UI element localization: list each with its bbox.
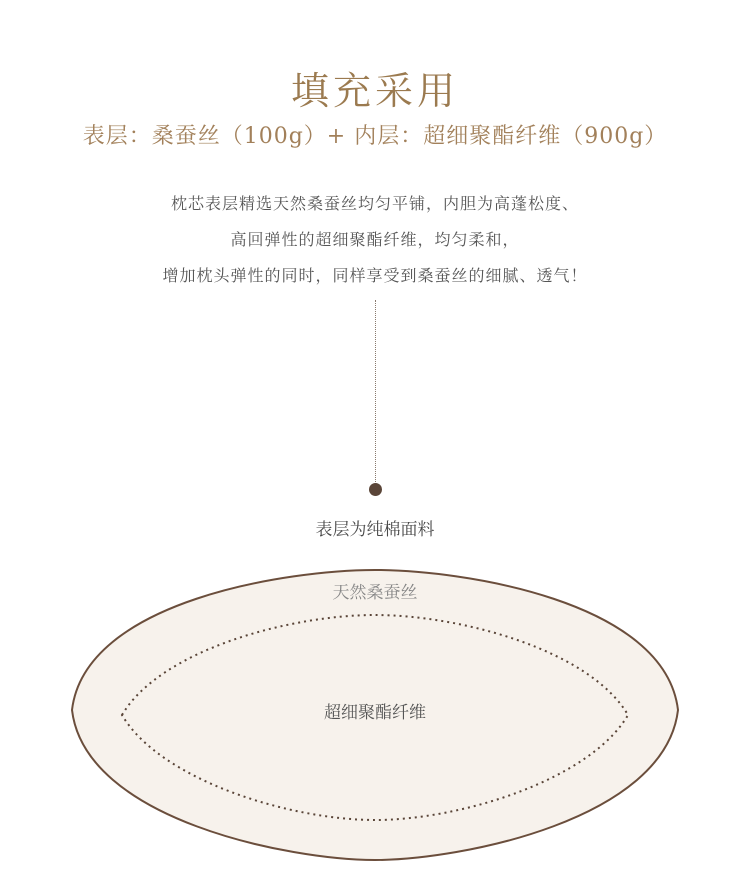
description-line: 增加枕头弹性的同时，同样享受到桑蚕丝的细腻、透气！ (162, 266, 588, 285)
inner-layer-label: 超细聚酯纤维 (324, 703, 426, 723)
surface-fabric-label: 表层为纯棉面料 (315, 520, 435, 540)
description-line: 高回弹性的超细聚酯纤维，均匀柔和， (230, 230, 520, 249)
outer-layer-label: 天然桑蚕丝 (332, 583, 418, 603)
description-block (0, 186, 750, 294)
description-line: 枕芯表层精选天然桑蚕丝均匀平铺，内胆为高蓬松度、 (170, 194, 579, 213)
pointer-dotted-line (375, 300, 376, 482)
pointer-dot (369, 483, 382, 496)
page-title: 填充采用 (290, 69, 459, 113)
filling-subtitle: 表层：桑蚕丝（100g）+ 内层：超细聚酯纤维（900g） (82, 124, 668, 149)
